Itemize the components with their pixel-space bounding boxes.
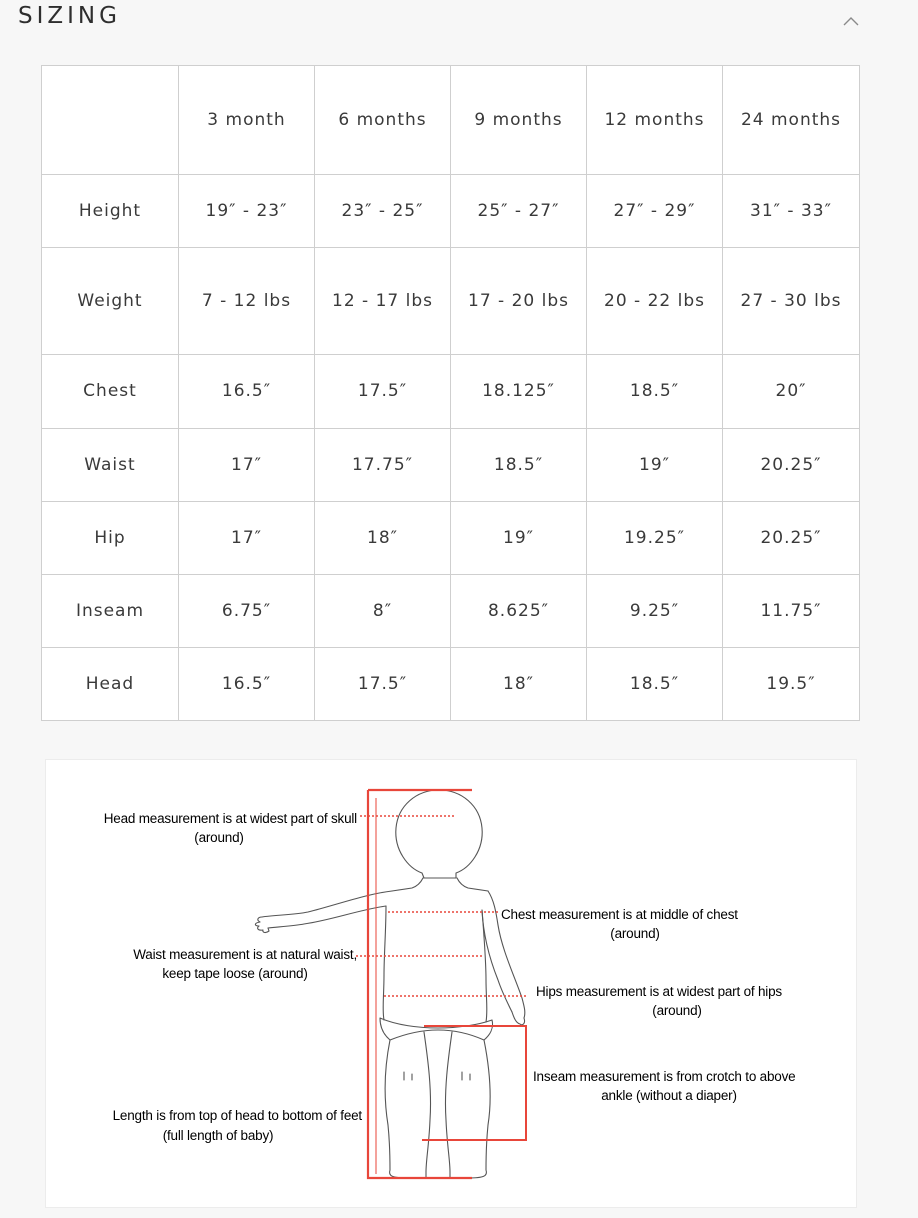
row-label-inseam: Inseam [42,575,179,648]
chevron-up-icon [843,16,859,26]
table-cell: 23″ - 25″ [315,175,451,248]
table-cell: 18.5″ [451,429,587,502]
chest-note-line-2: (around) [610,926,660,941]
table-cell: 18.5″ [587,355,723,429]
table-cell: 8.625″ [451,575,587,648]
table-cell: 25″ - 27″ [451,175,587,248]
column-header-6-months: 6 months [315,66,451,175]
table-cell: 9.25″ [587,575,723,648]
table-cell: 20″ [723,355,860,429]
table-cell: 19.5″ [723,648,860,721]
measurement-diagram [45,759,857,1208]
table-cell: 31″ - 33″ [723,175,860,248]
table-cell: 19″ - 23″ [179,175,315,248]
length-note-line-1: Length is from top of head to bottom of feet [112,1108,362,1123]
inseam-note-line-2: ankle (without a diaper) [601,1088,737,1103]
table-row [42,175,860,248]
head-note-line-2: (around) [194,830,244,845]
table-row [42,648,860,721]
baby-measurement-illustration [46,760,856,1207]
table-cell: 12 - 17 lbs [315,248,451,355]
length-note-line-2: (full length of baby) [162,1128,274,1143]
waist-note-line-1: Waist measurement is at natural waist, [133,947,357,962]
table-header-row [42,66,860,175]
sizing-section-header[interactable] [0,0,918,40]
table-cell: 8″ [315,575,451,648]
table-cell: 16.5″ [179,648,315,721]
table-cell: 6.75″ [179,575,315,648]
table-cell: 27″ - 29″ [587,175,723,248]
table-cell: 17.5″ [315,355,451,429]
table-cell: 17.75″ [315,429,451,502]
row-label-head: Head [42,648,179,721]
table-row [42,502,860,575]
table-cell: 19″ [587,429,723,502]
column-header-corner [42,66,179,175]
table-cell: 19.25″ [587,502,723,575]
table-cell: 18″ [315,502,451,575]
chest-note-line-1: Chest measurement is at middle of chest [501,907,738,922]
table-cell: 17″ [179,502,315,575]
row-label-waist: Waist [42,429,179,502]
table-cell: 18″ [451,648,587,721]
table-row [42,575,860,648]
row-label-chest: Chest [42,355,179,429]
inseam-note-line-1: Inseam measurement is from crotch to above [533,1069,796,1084]
column-header-3-month: 3 month [179,66,315,175]
table-cell: 7 - 12 lbs [179,248,315,355]
table-cell: 20.25″ [723,429,860,502]
head-note-line-1: Head measurement is at widest part of skull [103,811,357,826]
measurement-guides [356,790,528,1178]
column-header-9-months: 9 months [451,66,587,175]
row-label-height: Height [42,175,179,248]
table-cell: 16.5″ [179,355,315,429]
table-cell: 20 - 22 lbs [587,248,723,355]
column-header-12-months: 12 months [587,66,723,175]
row-label-weight: Weight [42,248,179,355]
table-cell: 17.5″ [315,648,451,721]
collapse-toggle[interactable] [838,10,864,32]
table-cell: 18.5″ [587,648,723,721]
hips-note-line-2: (around) [652,1003,702,1018]
table-cell: 20.25″ [723,502,860,575]
hips-note-line-1: Hips measurement is at widest part of hips [536,984,782,999]
waist-note-line-2: keep tape loose (around) [162,966,308,981]
table-cell: 19″ [451,502,587,575]
table-cell: 17 - 20 lbs [451,248,587,355]
column-header-24-months: 24 months [723,66,860,175]
size-chart-table [41,65,859,721]
table-cell: 17″ [179,429,315,502]
table-row [42,355,860,429]
table-cell: 11.75″ [723,575,860,648]
table-cell: 27 - 30 lbs [723,248,860,355]
row-label-hip: Hip [42,502,179,575]
table-row [42,429,860,502]
table-cell: 18.125″ [451,355,587,429]
table-row [42,248,860,355]
section-title: SIZING [18,3,121,29]
